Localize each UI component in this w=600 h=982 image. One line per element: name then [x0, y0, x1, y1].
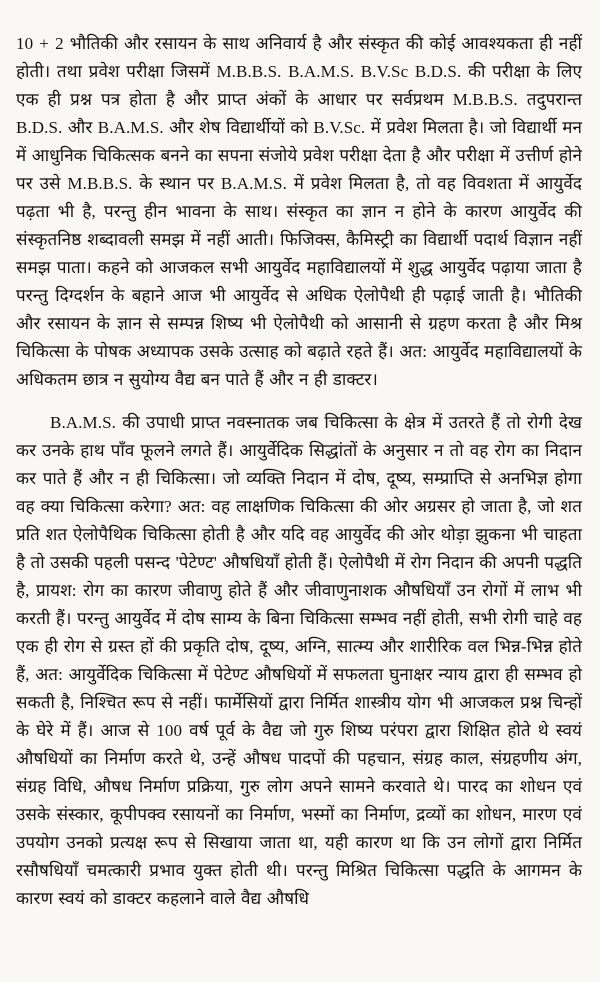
paragraph-2: B.A.M.S. की उपाधी प्राप्त नवस्नातक जब चिकित्सा के क्षेत्र में उतरते हैं तो रोगी देख कर उनके हाथ पाँव फूलने लगते हैं। आयुर्वेदिक सिद्धांतों के अनुसार न तो वह रोग का निदान कर पाते हैं और न ही चिकित्सा। जो व्यक्ति निदान में दोष, दूष्य, सम्प्राप्ति से अनभिज्ञ होगा वह क्या चिकित्सा करेगा? अत: वह लाक्षणिक चिकित्सा की ओर अग्रसर हो जाता है, जो शत प्रति शत ऐलोपैथिक चिकित्सा होती है और यदि वह आयुर्वेद की ओर थोड़ा झुकना भी चाहता है तो उसकी पहली पसन्द 'पेटेण्ट' औषधियाँ होती हैं। ऐलोपैथी में रोग निदान की अपनी पद्धति है, प्रायश: रोग का कारण जीवाणु होते हैं और जीवाणुनाशक औषधियाँ उन रोगों में लाभ भी करती हैं। परन्तु आयुर्वेद में दोष साम्य के बिना चिकित्सा सम्भव नहीं होती, सभी रोगी चाहे वह एक ही रोग से ग्रस्त हों की प्रकृति दोष, दूष्य, अग्नि, सात्म्य और शारीरिक वल भिन्न-भिन्न होते हैं, अत: आयुर्वेदिक चिकित्सा में पेटेण्ट औषधियों में सफलता घुनाक्षर न्याय द्वारा ही सम्भव हो सकती है, निश्चित रूप से नहीं। फार्मेसियों द्वारा निर्मित शास्त्रीय योग भी आजकल प्रश्न चिन्हों के घेरे में हैं। आज से 100 वर्ष पूर्व के वैद्य जो गुरु शिष्य परंपरा द्वारा शिक्षित होते थे स्वयं औषधियों का निर्माण करते थे, उन्हें औषध पादपों की पहचान, संग्रह काल, संग्रहणीय अंग, संग्रह विधि, औषध निर्माण प्रक्रिया, गुरु लोग अपने सामने करवाते थे। पारद का शोधन एवं उसके संस्कार, कूपीपक्व रसायनों का निर्माण, भस्मों का निर्माण, द्रव्यों का शोधन, मारण एवं उपयोग उनको प्रत्यक्ष रूप से सिखाया जाता था, यही कारण था कि उन लोगों द्वारा निर्मित रसौषधियाँ चमत्कारी प्रभाव युक्त होती थी। परन्तु मिश्रित चिकित्सा पद्धति के आगमन के कारण स्वयं को डाक्टर कहलाने वाले वैद्य औषधि — [16, 413, 582, 908]
paragraph-1: 10 + 2 भौतिकी और रसायन के साथ अनिवार्य है और संस्कृत की कोई आवश्यकता ही नहीं होती। तथा प्रवेश परीक्षा जिसमें M.B.B.S. B.A.M.S. B.V.Sc B.D.S. की परीक्षा के लिए एक ही प्रश्न पत्र होता है और प्राप्त अंकों के आधार पर सर्वप्रथम M.B.B.S. तदुपरान्त B.D.S. और B.A.M.S. और शेष विद्यार्थीयों को B.V.Sc. में प्रवेश मिलता है। जो विद्यार्थी मन में आधुनिक चिकित्सक बनने का सपना संजोये प्रवेश परीक्षा देता है और परीक्षा में उत्तीर्ण होने पर उसे M.B.B.S. के स्थान पर B.A.M.S. में प्रवेश मिलता है, तो वह विवशता में आयुर्वेद पढ़ता भी है, परन्तु हीन भावना के साथ। संस्कृत का ज्ञान न होने के कारण आयुर्वेद की संस्कृतनिष्ठ शब्दावली समझ में नहीं आती। फिजिक्स, कैमिस्ट्री का विद्यार्थी पदार्थ विज्ञान नहीं समझ पाता। कहने को आजकल सभी आयुर्वेद महाविद्यालयों में शुद्ध आयुर्वेद पढ़ाया जाता है परन्तु दिग्दर्शन के बहाने आज भी आयुर्वेद से अधिक ऐलोपैथी ही पढ़ाई जाती है। भौतिकी और रसायन के ज्ञान से सम्पन्न शिष्य भी ऐलोपैथी को आसानी से ग्रहण करता है और मिश्र चिकित्सा के पोषक अध्यापक उसके उत्साह को बढ़ाते रहते हैं। अत: आयुर्वेद महाविद्यालयों के अधिकतम छात्र न सुयोग्य वैद्य बन पाते हैं और न ही डाक्टर। — [16, 34, 582, 389]
